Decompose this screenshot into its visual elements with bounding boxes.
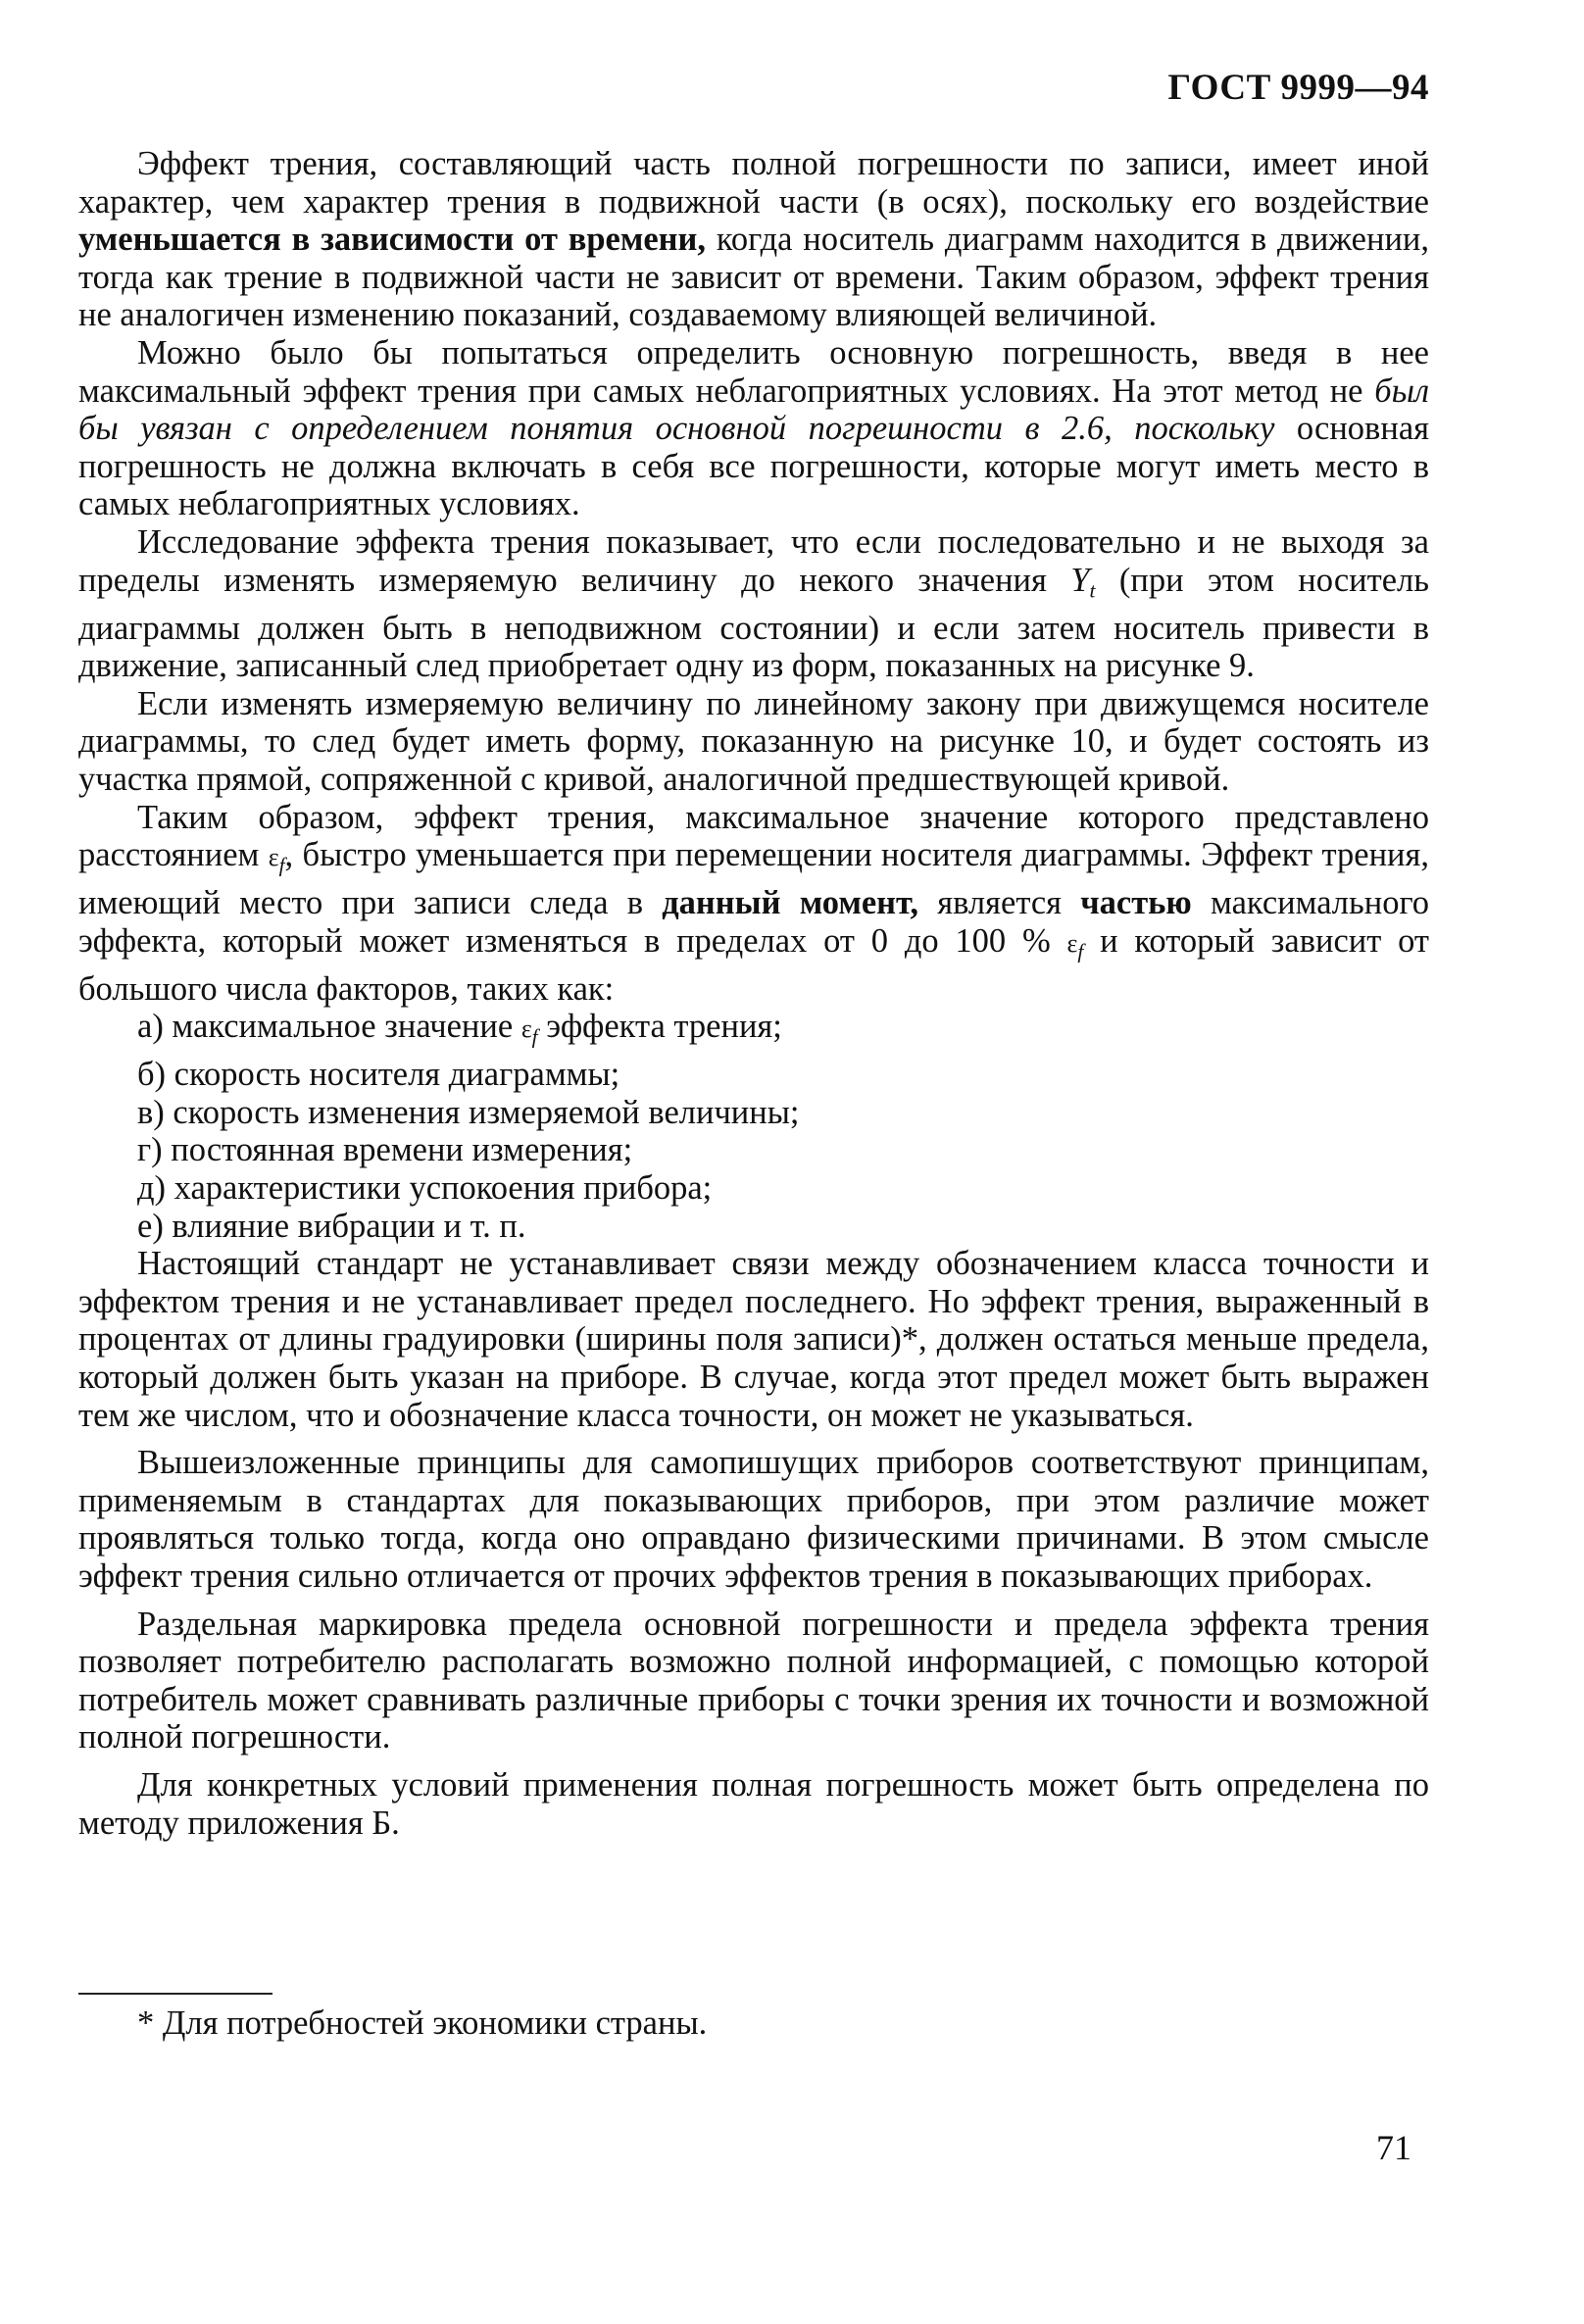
paragraph-9: Для конкретных условий применения полная погрешность может быть определена по методу приложения Б. <box>78 1765 1429 1842</box>
footnote-divider <box>78 1993 272 1995</box>
epsilon-symbol: ε <box>1066 928 1078 958</box>
list-item-a <box>78 1008 1429 1056</box>
symbol-letter: Y <box>1070 561 1090 599</box>
epsilon-symbol: ε <box>520 1014 532 1044</box>
text-span: и который зависит от большого числа факторов, таких как: <box>78 921 1429 1008</box>
text-span: основная погрешность не должна включать в себя все погрешности, которые могут иметь место в самых неблагоприятных условиях. <box>78 410 1429 523</box>
text-span: а) максимальное значение <box>137 1008 521 1046</box>
text-span: Исследование эффекта трения показывает, что если последовательно и не выходя за пределы изменять измеряемую величину до некого значения <box>78 522 1429 599</box>
paragraph-7: Вышеизложенные принципы для самопишущих приборов соответствуют принципам, применяемым в стандартах для показывающих приборов, при этом различие может проявляться только тогда, когда оно оправдано физическими причинами. В этом смысле эффект трения сильно отличается от прочих эффектов трения в показывающих приборах. <box>78 1444 1429 1595</box>
list-item-e: д) характеристики успокоения прибора; <box>137 1169 713 1208</box>
paragraph-4: Если изменять измеряемую величину по линейному закону при движущемся носителе диаграммы, то след будет иметь форму, показанную на рисунке 10, и будет состоять из участка прямой, сопряженной с кривой, аналогичной предшествующей кривой. <box>78 684 1429 798</box>
list-item-c: в) скорость изменения измеряемой величины; <box>137 1093 800 1131</box>
text-span: Таким образом, эффект трения, максимальное значение которого представлено расстоянием <box>78 798 1429 874</box>
epsilon-subscript: f <box>1077 939 1084 964</box>
epsilon-subscript: f <box>278 853 285 877</box>
symbol-y <box>1070 561 1096 602</box>
body-text <box>78 145 1429 1842</box>
italic-emphasis: был бы увязан с определением понятия основной погрешности в 2.6, поскольку <box>78 371 1429 448</box>
text-span: Можно было бы попытаться определить основную погрешность, введя в нее максимальный эффект трения при самых неблагоприятных условиях. На этот метод не <box>78 333 1429 410</box>
list-item-f: е) влияние вибрации и т. п. <box>137 1207 526 1245</box>
list-item-b: б) скорость носителя диаграммы; <box>137 1056 620 1094</box>
paragraph-3 <box>78 523 1429 685</box>
footnote: * Для потребностей экономики страны. <box>137 2004 708 2042</box>
page-number: 71 <box>1376 2128 1411 2167</box>
paragraph-1 <box>78 145 1429 334</box>
bold-emphasis: частью <box>1080 884 1192 922</box>
text-span: максимального эффекта, который может изменяться в пределах от 0 до 100 % <box>78 884 1430 960</box>
text-span: является <box>918 884 1081 922</box>
epsilon-symbol: ε <box>268 843 279 872</box>
list-item-d: г) постоянная времени измерения; <box>137 1131 633 1169</box>
symbol-subscript: t <box>1089 577 1096 602</box>
paragraph-5 <box>78 799 1429 1009</box>
paragraph-6: Настоящий стандарт не устанавливает связи между обозначением класса точности и эффектом трения и не устанавливает предел последнего. Но эффект трения, выраженный в процентах от длины градуировки (ширины поля записи)*, должен остаться меньше предела, который должен быть указан на приборе. В случае, когда этот предел может быть выражен тем же числом, что и обозначение класса точности, он может не указываться. <box>78 1245 1429 1434</box>
bold-emphasis: данный момент, <box>662 884 919 922</box>
text-span: , быстро уменьшается при перемещении носителя диаграммы. Эффект трения, имеющий место при записи следа в <box>78 836 1429 922</box>
epsilon-subscript: f <box>531 1024 538 1049</box>
text-span: (при этом носитель диаграммы должен быть в неподвижном состоянии) и если затем носитель привести в движение, записанный след приобретает одну из форм, показанных на рисунке 9. <box>78 561 1429 685</box>
paragraph-2 <box>78 334 1429 523</box>
text-span: эффекта трения; <box>537 1008 782 1046</box>
paragraph-8: Раздельная маркировка предела основной погрешности и предела эффекта трения позволяет потребителю располагать возможно полной информацией, с помощью которой потребитель может сравнивать различные приборы с точки зрения их точности и возможной полной погрешности. <box>78 1605 1429 1756</box>
text-span: Эффект трения, составляющий часть полной погрешности по записи, имеет иной характер, чем характер трения в подвижной части (в осях), поскольку его воздействие <box>78 145 1429 221</box>
text-span: когда носитель диаграмм находится в движении, тогда как трение в подвижной части не зависит от времени. Таким образом, эффект трения не аналогичен изменению показаний, создаваемому влияющей величиной. <box>78 221 1429 334</box>
bold-emphasis: уменьшается в зависимости от времени, <box>78 221 707 259</box>
standard-header: ГОСТ 9999—94 <box>1167 68 1429 108</box>
